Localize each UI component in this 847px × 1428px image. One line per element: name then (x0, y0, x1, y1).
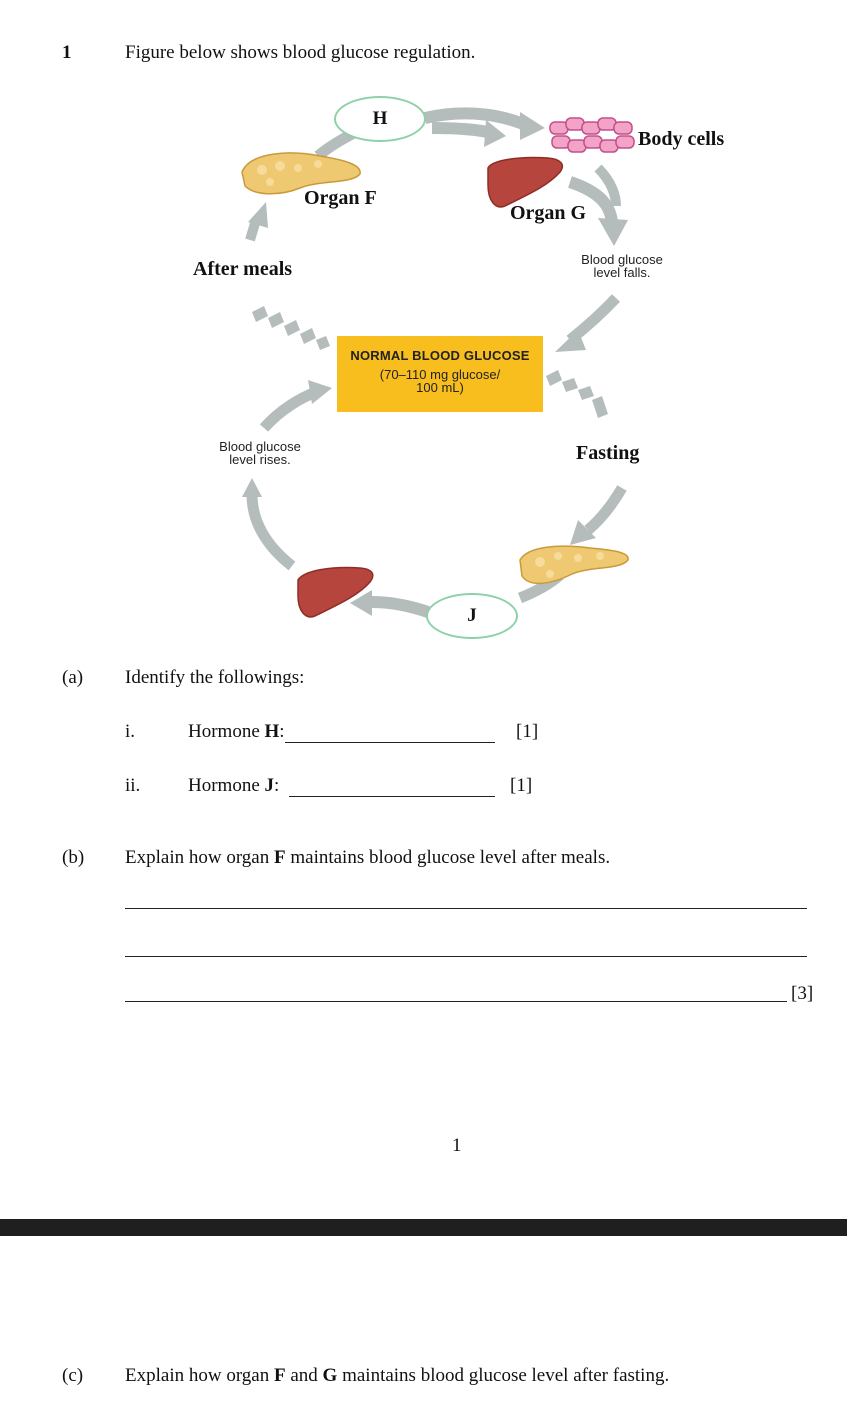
dash-left-5 (316, 336, 330, 350)
part-b-answer-line-3[interactable] (125, 1001, 787, 1002)
question-number: 1 (62, 42, 72, 63)
dash-left-4 (300, 328, 316, 344)
part-c-prompt-mid: and (285, 1365, 323, 1386)
arrow-h-to-liver (432, 128, 492, 133)
page-divider (0, 1219, 847, 1236)
fasting-label: Fasting (576, 442, 640, 464)
part-a-item-2-marks: [1] (510, 775, 533, 796)
part-b-marks: [3] (791, 983, 814, 1004)
part-c-prompt-post: maintains blood glucose level after fasting. (337, 1365, 670, 1386)
part-c-prompt (125, 1365, 669, 1387)
hormone-j-answer-blank[interactable] (289, 778, 495, 797)
part-c-prompt-pre: Explain how organ (125, 1365, 274, 1386)
arrowhead-rises (242, 478, 262, 497)
hormone-j-oval: J (426, 593, 518, 639)
part-c-label: (c) (62, 1365, 84, 1386)
dash-right-2 (562, 378, 578, 392)
part-b-answer-line-2[interactable] (125, 956, 807, 957)
part-a-prompt: Identify the followings: (125, 667, 305, 688)
part-a-item-2-prefix: Hormone (188, 775, 265, 796)
glucose-falls-line-2: level falls. (593, 265, 651, 280)
dash-left-1 (252, 306, 268, 322)
part-b-prompt (125, 847, 610, 869)
organ-g-label: Organ G (510, 202, 587, 224)
arrowhead-liver-g (484, 120, 506, 147)
body-cells-image (550, 118, 634, 152)
part-b-label: (b) (62, 847, 85, 868)
glucose-rises-label (214, 440, 306, 466)
normal-blood-glucose-box (337, 336, 543, 412)
part-a-item-2-suffix: : (274, 775, 280, 796)
part-c-bold-g: G (322, 1365, 338, 1386)
part-a-item-1-suffix: : (279, 721, 285, 742)
part-b-prompt-post: maintains blood glucose level after meals. (285, 847, 611, 868)
arrow-fasting-to-pancreas (588, 488, 622, 530)
glucose-falls-label (576, 253, 668, 279)
hormone-h-oval: H (334, 96, 426, 142)
organ-f-label: Organ F (304, 187, 377, 209)
dash-right-1 (546, 370, 562, 386)
dash-right-4 (592, 396, 608, 418)
arrowhead-normal-left (308, 380, 332, 404)
question-intro: Figure below shows blood glucose regulation. (125, 42, 476, 63)
glucose-rises-line-1: Blood glucose (219, 439, 301, 454)
part-a-item-1-number: i. (125, 721, 136, 742)
part-a-item-2-number: ii. (125, 775, 141, 796)
part-a-item-2-bold: J (264, 775, 275, 796)
part-a-label: (a) (62, 667, 84, 688)
arrow-liver-to-rises (252, 495, 292, 566)
part-b-prompt-bold: F (274, 847, 286, 868)
arrowhead-cells (520, 112, 545, 140)
arrow-rises-to-normal (264, 392, 316, 428)
page-number: 1 (452, 1135, 462, 1156)
part-b-answer-line-1[interactable] (125, 908, 807, 909)
after-meals-label: After meals (193, 258, 293, 280)
body-cells-label: Body cells (638, 128, 725, 150)
normal-title: NORMAL BLOOD GLUCOSE (350, 348, 530, 363)
arrowhead-falls (598, 218, 628, 246)
dash-left-2 (268, 312, 284, 328)
pancreas-bottom-image (520, 546, 628, 583)
dash-right-3 (578, 386, 594, 400)
part-a-item-1-bold: H (264, 721, 280, 742)
part-a-item-2 (188, 775, 495, 797)
normal-range-line-1: (70–110 mg glucose/ (379, 367, 501, 382)
normal-range-line-2: 100 mL) (416, 380, 464, 395)
part-a-item-1-marks: [1] (516, 721, 539, 742)
arrow-j-to-liver (372, 602, 428, 612)
hormone-h-answer-blank[interactable] (285, 724, 495, 743)
glucose-rises-line-2: level rises. (229, 452, 291, 467)
part-c-bold-f: F (274, 1365, 286, 1386)
part-a-item-1 (188, 721, 495, 743)
diagram-graphics (0, 0, 847, 660)
dash-left-3 (284, 320, 300, 336)
part-a-item-1-prefix: Hormone (188, 721, 265, 742)
liver-organ-g-image (488, 157, 562, 206)
glucose-falls-line-1: Blood glucose (581, 252, 663, 267)
part-b-prompt-pre: Explain how organ (125, 847, 274, 868)
